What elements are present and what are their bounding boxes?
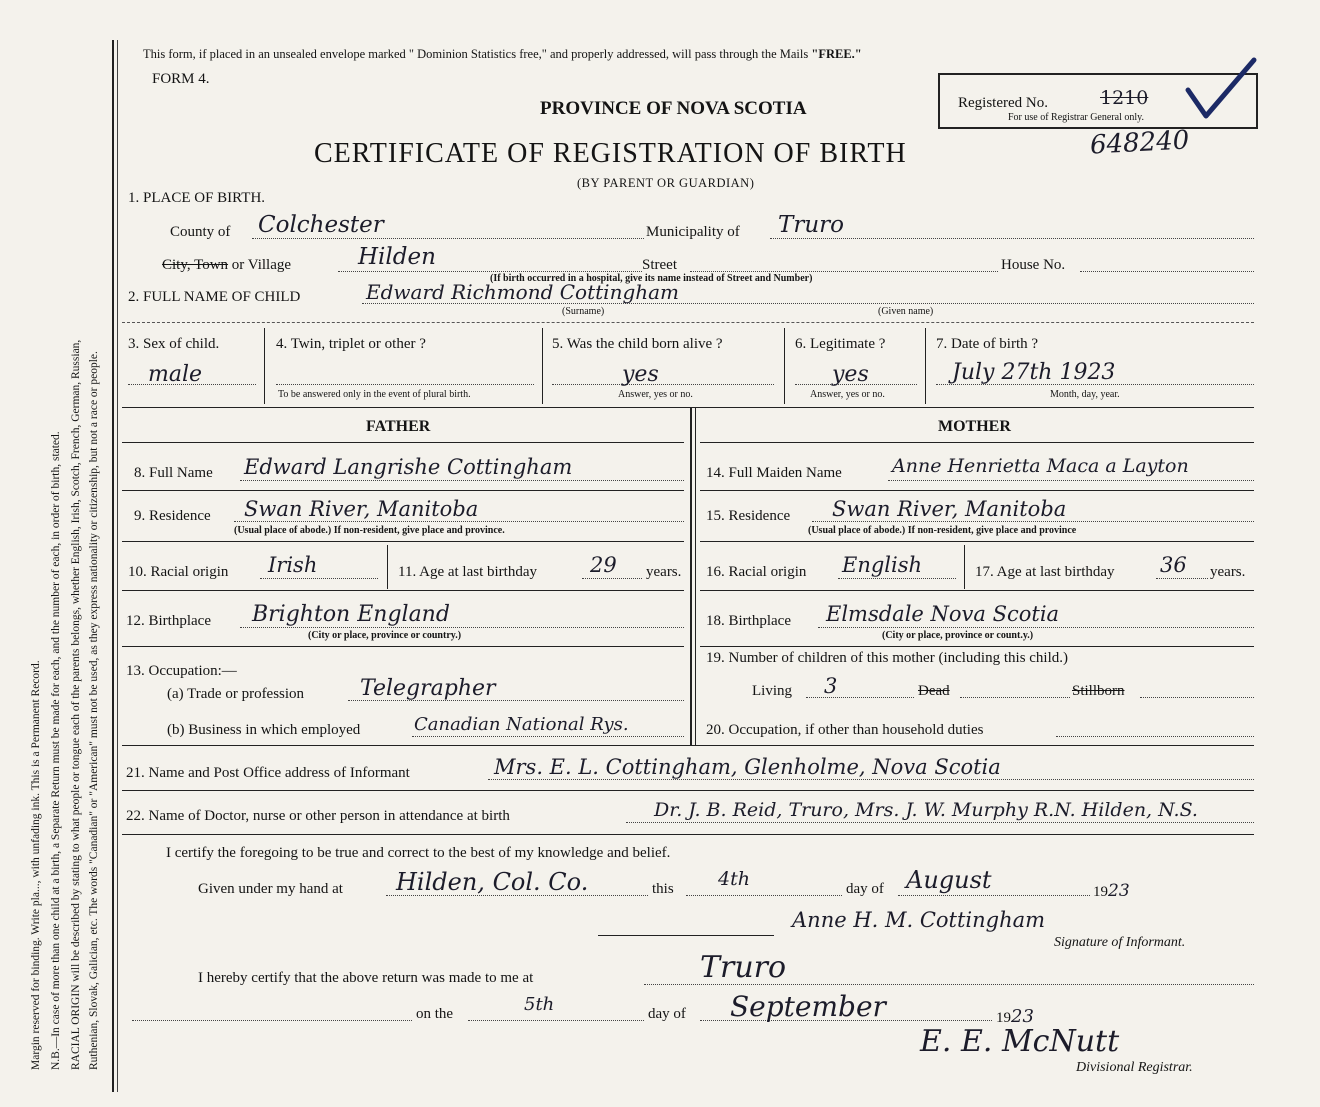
- child-name-value: Edward Richmond Cottingham: [366, 280, 680, 304]
- certificate-title: CERTIFICATE OF REGISTRATION OF BIRTH: [314, 138, 907, 169]
- doctor-label: 22. Name of Doctor, nurse or other person in attendance at birth: [126, 808, 510, 824]
- checkmark-icon: [1180, 56, 1260, 122]
- twin-label: 4. Twin, triplet or other ?: [276, 336, 426, 352]
- father-racial-label: 10. Racial origin: [128, 564, 229, 580]
- certify-statement: I certify the foregoing to be true and correct to the best of my knowledge and belief.: [166, 845, 671, 861]
- parents-split-line: [690, 407, 692, 745]
- father-racial-value: Irish: [268, 553, 318, 577]
- place-of-birth-heading: 1. PLACE OF BIRTH.: [128, 190, 266, 206]
- father-business-value: Canadian National Rys.: [414, 714, 629, 735]
- village-line: [338, 271, 642, 272]
- postal-notice-free: "FREE.": [811, 47, 862, 61]
- col-divider-2: [542, 328, 543, 404]
- informant-signature-caption: Signature of Informant.: [1054, 935, 1186, 950]
- mother-name-value: Anne Henrietta Maca a Layton: [892, 455, 1189, 477]
- row-divider-doctor: [122, 790, 1254, 791]
- given-place-value: Hilden, Col. Co.: [396, 868, 589, 896]
- margin-note-permanent-record: Margin reserved for binding. Write pla..., with unfading ink. This is a Permanent Record.: [30, 660, 42, 1070]
- binding-margin-rule: [112, 40, 114, 1092]
- father-row-rule-3: [122, 590, 684, 591]
- father-birthplace-line: [240, 627, 684, 628]
- mother-residence-label: 15. Residence: [706, 508, 791, 524]
- county-label: County of: [170, 224, 231, 240]
- margin-note-racial-origin: RACIAL ORIGIN will be described by stating to what people or tongue each of the parents belongs, whether English, Irish, Scotch, French, German, Russian,: [70, 339, 82, 1070]
- reg-year-prefix: 19: [996, 1010, 1011, 1026]
- given-name-note: (Given name): [878, 306, 934, 317]
- father-residence-value: Swan River, Manitoba: [244, 497, 479, 521]
- informant-signature-rule: [598, 935, 774, 936]
- municipality-line: [770, 238, 1254, 239]
- mother-row-rule-3: [700, 590, 1254, 591]
- county-value: Colchester: [258, 212, 384, 238]
- row-divider-informant: [122, 745, 1254, 746]
- mother-age-years: years.: [1210, 564, 1246, 580]
- village-value: Hilden: [358, 244, 436, 270]
- mother-birthplace-note: (City or place, province or count.y.): [882, 630, 1034, 641]
- father-residence-note: (Usual place of abode.) If non-resident, give place and province.: [234, 525, 505, 536]
- given-year: [1093, 881, 1130, 901]
- house-number-label: House No.: [1001, 257, 1066, 273]
- given-month-value: August: [906, 866, 992, 894]
- informant-label: 21. Name and Post Office address of Informant: [126, 765, 410, 781]
- twin-note: To be answered only in the event of plural birth.: [278, 389, 471, 400]
- county-line: [252, 238, 644, 239]
- mother-occupation-line: [1056, 736, 1254, 737]
- mother-racial-divider: [964, 545, 965, 589]
- father-name-line: [240, 480, 684, 481]
- on-the-label: on the: [416, 1006, 454, 1022]
- mother-row-rule-4: [700, 646, 1254, 647]
- mother-name-label: 14. Full Maiden Name: [706, 465, 842, 481]
- father-name-label: 8. Full Name: [134, 465, 213, 481]
- house-number-line: [1080, 271, 1254, 272]
- living-line: [806, 697, 914, 698]
- postal-notice-text: This form, if placed in an unsealed envelope marked " Dominion Statistics free," and properly addressed, will pass through the Mails: [143, 47, 812, 61]
- row-divider-certification: [122, 834, 1254, 835]
- registered-crossed-number: 1210: [1100, 87, 1149, 109]
- mother-racial-value: English: [842, 553, 923, 577]
- date-of-birth-label: 7. Date of birth ?: [936, 336, 1039, 352]
- mother-birthplace-label: 18. Birthplace: [706, 613, 791, 629]
- row-divider-parents: [122, 407, 1254, 408]
- registrar-note: For use of Registrar General only.: [1008, 112, 1144, 123]
- legitimate-value: yes: [832, 362, 869, 387]
- given-day-line: [686, 895, 842, 896]
- mother-age-label: 17. Age at last birthday: [975, 564, 1115, 580]
- registrar-signature: E. E. McNutt: [920, 1024, 1120, 1059]
- municipality-value: Truro: [778, 212, 844, 238]
- father-age-years: years.: [646, 564, 682, 580]
- father-racial-line: [260, 578, 378, 579]
- mother-age-value: 36: [1160, 553, 1187, 577]
- given-this-label: this: [652, 881, 674, 897]
- sex-value: male: [148, 362, 203, 387]
- col-divider-1: [264, 328, 265, 404]
- father-age-label: 11. Age at last birthday: [398, 564, 537, 580]
- father-heading-rule: [122, 442, 684, 443]
- legitimate-note: Answer, yes or no.: [810, 389, 885, 400]
- stillborn-label: Stillborn: [1072, 683, 1125, 699]
- father-birthplace-note: (City or place, province or country.): [308, 630, 462, 641]
- date-of-birth-value: July 27th 1923: [952, 360, 1116, 385]
- municipality-label: Municipality of: [646, 224, 740, 240]
- informant-line: [488, 779, 1254, 780]
- certificate-subtitle: (BY PARENT OR GUARDIAN): [577, 176, 755, 190]
- registered-label: Registered No.: [958, 95, 1048, 111]
- father-heading: FATHER: [366, 418, 431, 435]
- registrar-lead-line: [132, 1020, 412, 1021]
- sex-label: 3. Sex of child.: [128, 336, 220, 352]
- mother-racial-line: [838, 578, 956, 579]
- father-residence-label: 9. Residence: [134, 508, 211, 524]
- born-alive-value: yes: [622, 362, 659, 387]
- mother-birthplace-value: Elmsdale Nova Scotia: [826, 602, 1060, 626]
- registrar-place-value: Truro: [700, 950, 787, 985]
- reg-day-value: 5th: [524, 994, 555, 1015]
- reg-day-line: [468, 1020, 644, 1021]
- father-racial-divider: [387, 545, 388, 589]
- mother-occupation-label: 20. Occupation, if other than household duties: [706, 722, 984, 738]
- given-day-value: 4th: [718, 868, 750, 890]
- mother-age-line: [1156, 578, 1208, 579]
- mother-row-rule-1: [700, 490, 1254, 491]
- registrar-caption: Divisional Registrar.: [1076, 1060, 1193, 1075]
- father-birthplace-value: Brighton England: [252, 602, 450, 627]
- father-trade-value: Telegrapher: [360, 676, 496, 701]
- city-town-struck: [162, 257, 291, 274]
- informant-value: Mrs. E. L. Cottingham, Glenholme, Nova Scotia: [494, 755, 1001, 779]
- street-label: Street: [642, 257, 677, 273]
- child-name-label: 2. FULL NAME OF CHILD: [128, 289, 301, 305]
- born-alive-line: [552, 384, 774, 385]
- father-row-rule-4: [122, 646, 684, 647]
- dead-line: [960, 697, 1070, 698]
- mother-heading: MOTHER: [938, 418, 1011, 435]
- hospital-note: (If birth occurred in a hospital, give its name instead of Street and Number): [490, 273, 813, 284]
- reg-year-suffix: 23: [1011, 1006, 1034, 1027]
- born-alive-label: 5. Was the child born alive ?: [552, 336, 723, 352]
- living-value: 3: [824, 674, 838, 698]
- father-row-rule-2: [122, 541, 684, 542]
- province-heading: PROVINCE OF NOVA SCOTIA: [540, 98, 807, 119]
- father-age-value: 29: [590, 553, 617, 577]
- father-age-line: [582, 578, 642, 579]
- informant-signature: Anne H. M. Cottingham: [792, 908, 1046, 932]
- given-month-line: [898, 895, 1090, 896]
- father-trade-label: (a) Trade or profession: [167, 686, 305, 702]
- binding-margin-rule-inner: [117, 40, 118, 1092]
- mother-row-rule-2: [700, 541, 1254, 542]
- mother-residence-value: Swan River, Manitoba: [832, 497, 1067, 521]
- col-divider-3: [784, 328, 785, 404]
- margin-note-multiple-births: N.B.—In case of more than one child at a birth, a Separate Return must be made for each, and the number of each, in order of birth, stated.: [50, 431, 62, 1070]
- born-alive-note: Answer, yes or no.: [618, 389, 693, 400]
- mother-birthplace-line: [818, 627, 1254, 628]
- father-row-rule-1: [122, 490, 684, 491]
- mother-racial-label: 16. Racial origin: [706, 564, 807, 580]
- surname-note: (Surname): [562, 306, 605, 317]
- living-label: Living: [752, 683, 792, 699]
- form-number: FORM 4.: [152, 71, 210, 87]
- postal-notice: [143, 47, 862, 62]
- children-count-label: 19. Number of children of this mother (including this child.): [706, 650, 1069, 666]
- father-occupation-label: 13. Occupation:—: [126, 663, 237, 679]
- village-label: or Village: [231, 257, 292, 273]
- registrar-statement: I hereby certify that the above return was made to me at: [198, 970, 534, 986]
- father-business-label: (b) Business in which employed: [167, 722, 361, 738]
- legitimate-label: 6. Legitimate ?: [795, 336, 886, 352]
- reg-month-value: September: [730, 990, 886, 1023]
- mother-heading-rule: [700, 442, 1254, 443]
- reg-day-of-label: day of: [648, 1006, 686, 1022]
- doctor-value: Dr. J. B. Reid, Truro, Mrs. J. W. Murphy R.N. Hilden, N.S.: [654, 799, 1198, 821]
- margin-note-nationality: Ruthenian, Slovak, Galician, etc. The words "Canadian" or "American" must not be used, as they express nationality or citizenship, but not a race or people.: [88, 351, 100, 1070]
- given-year-suffix: 23: [1108, 881, 1130, 901]
- col-divider-4: [925, 328, 926, 404]
- father-residence-line: [234, 521, 684, 522]
- stillborn-line: [1140, 697, 1254, 698]
- mother-residence-line: [812, 521, 1254, 522]
- row-divider-top: [122, 322, 1254, 323]
- mother-name-line: [888, 480, 1254, 481]
- father-business-line: [412, 736, 684, 737]
- parents-split-line-2: [695, 407, 696, 745]
- father-name-value: Edward Langrishe Cottingham: [244, 455, 573, 479]
- city-town-label: City, Town: [162, 257, 229, 273]
- dead-label: Dead: [918, 683, 950, 699]
- father-birthplace-label: 12. Birthplace: [126, 613, 211, 629]
- street-line: [690, 271, 998, 272]
- given-year-prefix: 19: [1093, 884, 1108, 900]
- doctor-line: [626, 822, 1254, 823]
- date-of-birth-note: Month, day, year.: [1050, 389, 1120, 400]
- given-day-of-label: day of: [846, 881, 884, 897]
- mother-residence-note: (Usual place of abode.) If non-resident, give place and province: [808, 525, 1077, 536]
- given-under-label: Given under my hand at: [198, 881, 343, 897]
- twin-line: [276, 384, 534, 385]
- registered-number: 648240: [1089, 125, 1190, 161]
